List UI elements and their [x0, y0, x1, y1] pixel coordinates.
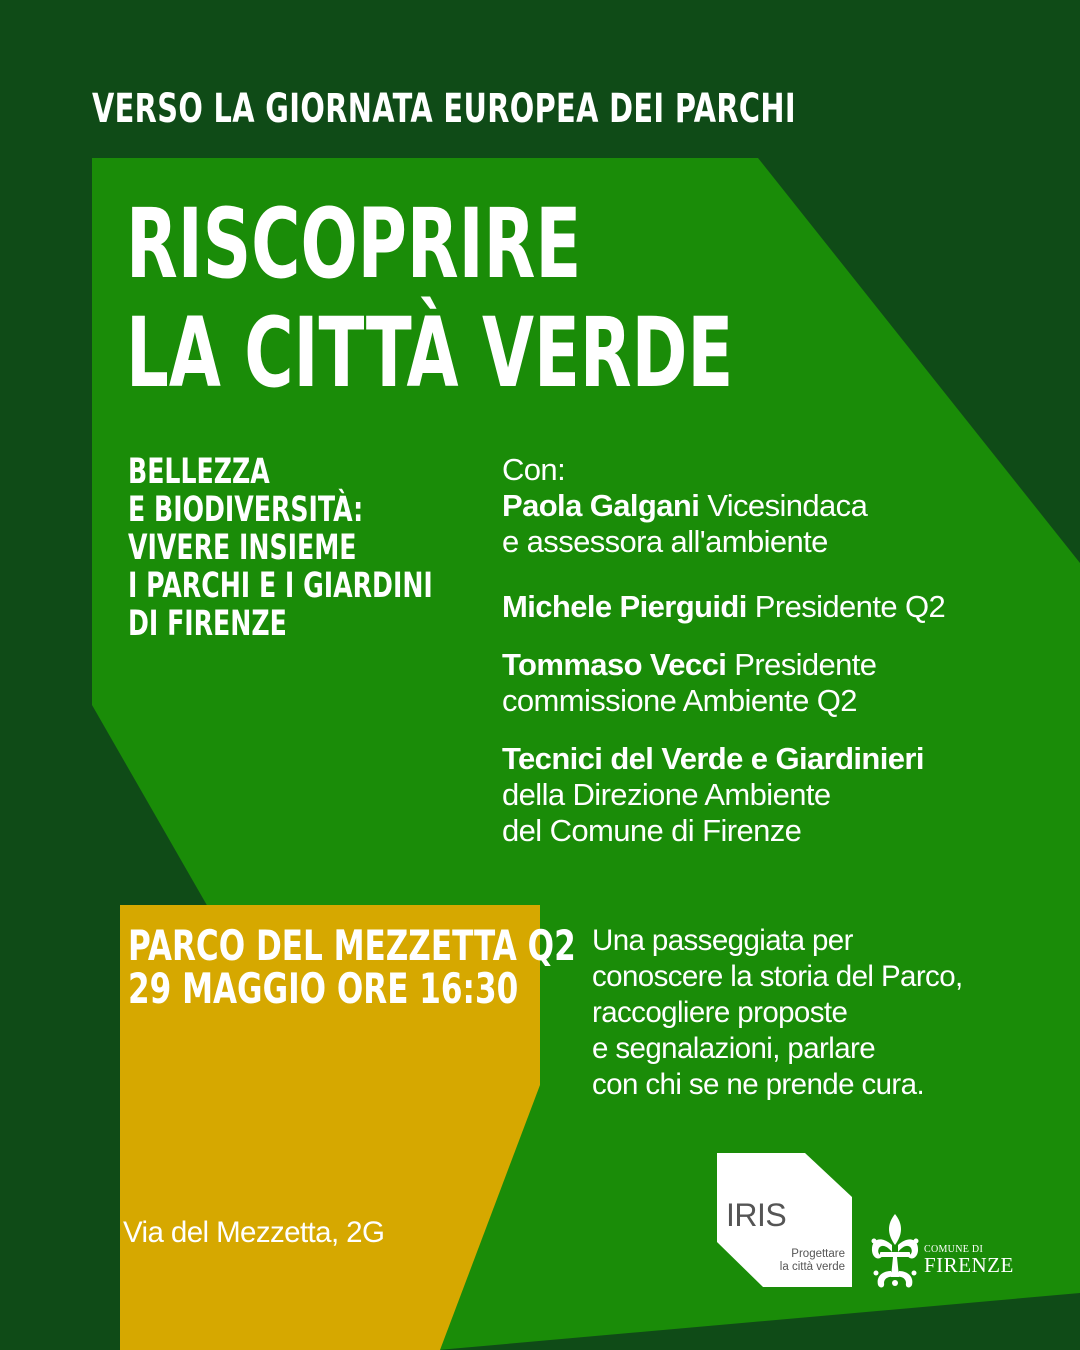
speaker-name: Paola Galgani [502, 488, 700, 523]
speakers-intro: Con: [502, 452, 566, 487]
walk-line-1: Una passeggiata per [592, 924, 853, 957]
speaker-name: Tommaso Vecci [502, 647, 727, 682]
iris-logo-name: IRIS [726, 1197, 787, 1233]
comune-label-small: COMUNE DI [924, 1244, 984, 1255]
speaker-role: Presidente [726, 647, 877, 682]
subtitle-line-3: VIVERE INSIEME [128, 528, 357, 568]
speaker-role-continued: e assessora all'ambiente [502, 524, 828, 559]
event-datetime: 29 MAGGIO ORE 16:30 [128, 964, 519, 1013]
walk-line-5: con chi se ne prende cura. [592, 1068, 925, 1101]
walk-line-2: conoscere la storia del Parco, [592, 960, 963, 993]
speaker-role: Presidente Q2 [746, 589, 946, 624]
iris-logo-tagline: Progettare la città verde [779, 1248, 845, 1273]
walk-line-4: e segnalazioni, parlare [592, 1032, 876, 1065]
event-address: Via del Mezzetta, 2G [123, 1216, 385, 1249]
speaker-name: Michele Pierguidi [502, 589, 747, 624]
title-line-2: LA CITTÀ VERDE [126, 297, 734, 409]
speakers-list [502, 452, 1062, 871]
subtitle [128, 453, 433, 643]
walk-description [592, 923, 1062, 1103]
speaker-pierguidi [502, 589, 1062, 625]
subtitle-line-4: I PARCHI E I GIARDINI [128, 566, 433, 606]
walk-line-3: raccogliere proposte [592, 996, 848, 1029]
speaker-galgani [502, 488, 1062, 560]
speaker-vecci [502, 647, 1062, 719]
event-place-date [128, 921, 576, 1013]
main-title [126, 190, 733, 408]
fleur-de-lis-icon [868, 1211, 922, 1291]
speaker-name: Tecnici del Verde e Giardinieri [502, 741, 924, 776]
speaker-role-continued: della Direzione Ambiente del Comune di Firenze [502, 777, 831, 848]
speaker-role: Vicesindaca [699, 488, 868, 523]
title-line-1: RISCOPRIRE [126, 188, 582, 300]
subtitle-line-2: E BIODIVERSITÀ: [128, 490, 364, 530]
subtitle-line-1: BELLEZZA [128, 452, 270, 492]
speaker-tecnici [502, 741, 1062, 849]
speaker-role-continued: commissione Ambiente Q2 [502, 683, 857, 718]
iris-logo [717, 1153, 852, 1287]
comune-firenze-logo [868, 1211, 1028, 1291]
kicker-heading: VERSO LA GIORNATA EUROPEA DEI PARCHI [92, 86, 796, 132]
comune-label-big: FIRENZE [924, 1253, 1014, 1277]
subtitle-line-5: DI FIRENZE [128, 604, 287, 644]
event-place: PARCO DEL MEZZETTA Q2 [128, 921, 576, 970]
